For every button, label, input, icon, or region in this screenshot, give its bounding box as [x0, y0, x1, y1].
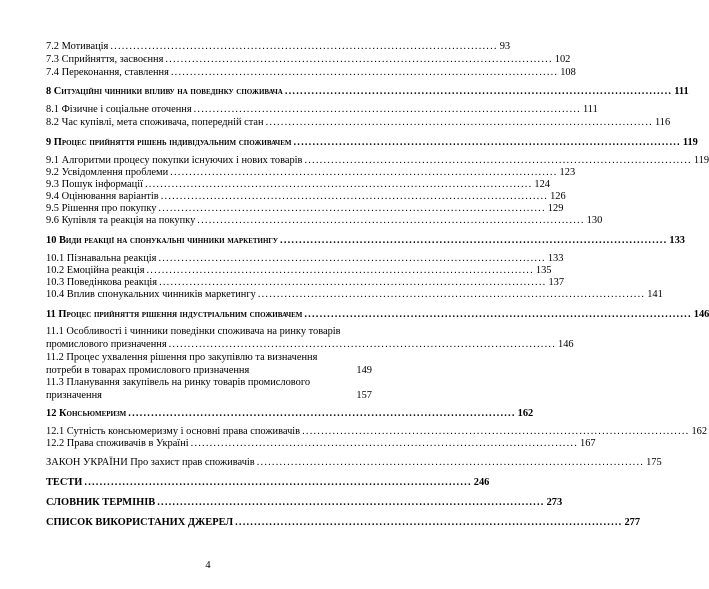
- toc-chapter: [46, 234, 685, 247]
- toc-entry: [46, 437, 596, 450]
- toc-page: 111: [582, 104, 598, 115]
- leader-dots: ......................................................................................................: [304, 155, 692, 166]
- toc-entry: [46, 40, 511, 53]
- toc-entry: [46, 116, 671, 129]
- toc-page: 119: [693, 155, 709, 166]
- toc-page: 273: [546, 497, 563, 508]
- toc-title: 12 Консьюмеризм: [46, 408, 127, 419]
- toc-chapter: [46, 85, 689, 98]
- leader-dots: ......................................................................................................: [190, 438, 579, 449]
- toc-title: 8.1 Фізичне і соціальне оточення: [46, 104, 192, 115]
- toc-page: 149: [356, 365, 372, 376]
- toc-title: 9.4 Оцінювання варіантів: [46, 191, 159, 202]
- toc-page: 137: [548, 277, 565, 288]
- toc-page: 124: [534, 179, 550, 190]
- toc-page: 93: [499, 41, 511, 52]
- toc-page: 133: [547, 253, 564, 264]
- toc-title: 11 Процес прийняття рішення індустріальним споживачем: [46, 309, 303, 320]
- toc-title: 9.1 Алгоритми процесу покупки існуючих і нових товарів: [46, 155, 303, 166]
- toc-title: 11.1 Особливості і чинники поведінки споживача на ринку товарів: [46, 326, 341, 337]
- toc-page: 162: [517, 408, 534, 419]
- toc-chapter: [46, 136, 698, 149]
- toc-title: 8.2 Час купівлі, мета споживача, попередній стан: [46, 117, 264, 128]
- toc-title: промислового призначення: [46, 339, 167, 350]
- toc-page: 146: [693, 309, 709, 320]
- leader-dots: ......................................................................................................: [256, 457, 645, 468]
- toc-chapter: [46, 496, 563, 509]
- toc-page: 119: [682, 137, 698, 148]
- toc-title: 8 Ситуаційні чинники впливу на поведінку споживача: [46, 86, 283, 97]
- toc-chapter: [46, 476, 490, 489]
- toc-entry: [46, 66, 576, 79]
- toc-entry: [46, 53, 571, 66]
- toc-page: 141: [647, 289, 663, 300]
- toc-entry: [46, 288, 663, 301]
- toc-title: 9.3 Пошук інформації: [46, 179, 143, 190]
- leader-dots: ......................................................................................................: [284, 86, 673, 97]
- toc-title: 10 Види реакції на спонукальні чинники маркетингу: [46, 235, 279, 246]
- toc-page: 157: [356, 390, 372, 401]
- toc-page: 167: [580, 438, 596, 449]
- toc-chapter: [46, 407, 534, 420]
- leader-dots: ......................................................................................................: [165, 54, 553, 65]
- leader-dots: ......................................................................................................: [158, 253, 546, 264]
- leader-dots: ......................................................................................................: [265, 117, 653, 128]
- toc-chapter: [46, 308, 709, 321]
- toc-title: 10.4 Вплив спонукальних чинників маркетингу: [46, 289, 256, 300]
- toc-title: 11.3 Планування закупівель на ринку товарів промислового призначення: [46, 377, 311, 401]
- toc-entry: [46, 103, 598, 116]
- leader-dots: ......................................................................................................: [235, 517, 623, 528]
- toc-page: 146: [558, 339, 574, 350]
- leader-dots: ......................................................................................................: [110, 41, 498, 52]
- toc-title: 11.2 Процес ухвалення рішення про закупівлю та визначення потреби в товарах промислового призначення: [46, 352, 318, 376]
- leader-dots: ......................................................................................................: [170, 167, 558, 178]
- leader-dots: ......................................................................................................: [257, 289, 646, 300]
- toc-title: 9.2 Усвідомлення проблеми: [46, 167, 169, 178]
- leader-dots: ......................................................................................................: [302, 426, 690, 437]
- toc-entry-multiline: [46, 351, 372, 377]
- toc-page: 116: [654, 117, 671, 128]
- toc-title: 7.2 Мотивація: [46, 41, 109, 52]
- toc-page: 129: [547, 203, 564, 214]
- leader-dots: ......................................................................................................: [84, 477, 472, 488]
- toc-page: 162: [691, 426, 708, 437]
- leader-dots: ......................................................................................................: [145, 179, 533, 190]
- leader-dots: ......................................................................................................: [293, 137, 681, 148]
- leader-dots: ......................................................................................................: [280, 235, 668, 246]
- toc-title: 9.6 Купівля та реакція на покупку: [46, 215, 196, 226]
- toc-title: СПИСОК ВИКОРИСТАНИХ ДЖЕРЕЛ: [46, 517, 234, 528]
- toc-page: 175: [646, 457, 662, 468]
- leader-dots: ......................................................................................................: [158, 203, 546, 214]
- toc-entry-multiline: [46, 325, 574, 351]
- toc-title: 12.1 Сутність консьюмеризму і основні права споживачів: [46, 426, 301, 437]
- leader-dots: ......................................................................................................: [128, 408, 516, 419]
- toc-title: 10.2 Емоційна реакція: [46, 265, 145, 276]
- leader-dots: ......................................................................................................: [157, 497, 545, 508]
- toc-title: ТЕСТИ: [46, 477, 83, 488]
- toc-title: СЛОВНИК ТЕРМІНІВ: [46, 497, 156, 508]
- toc-page: 277: [624, 517, 641, 528]
- toc-title: 9 Процес прийняття рішень індивідуальним споживачем: [46, 137, 292, 148]
- toc-page: 108: [560, 67, 576, 78]
- leader-dots: ......................................................................................................: [160, 191, 549, 202]
- toc-title: 7.4 Переконання, ставлення: [46, 67, 169, 78]
- toc-title: 10.1 Пізнавальна реакція: [46, 253, 157, 264]
- toc-page: 246: [473, 477, 490, 488]
- toc-page: 135: [535, 265, 552, 276]
- toc-page: 111: [674, 86, 689, 97]
- leader-dots: ......................................................................................................: [146, 265, 534, 276]
- leader-dots: ......................................................................................................: [304, 309, 692, 320]
- leader-dots: ......................................................................................................: [197, 215, 585, 226]
- toc-title: 12.2 Права споживачів в Україні: [46, 438, 189, 449]
- leader-dots: ......................................................................................................: [193, 104, 581, 115]
- toc-title: ЗАКОН УКРАЇНИ Про захист прав споживачів: [46, 457, 255, 468]
- toc-page: 102: [554, 54, 571, 65]
- toc-page: 133: [669, 235, 685, 246]
- toc-page: 123: [559, 167, 576, 178]
- leader-dots: ......................................................................................................: [168, 339, 556, 350]
- toc-entry-multiline: [46, 376, 372, 402]
- toc-page: 130: [586, 215, 603, 226]
- toc-page: 126: [550, 191, 566, 202]
- toc-entry: [46, 456, 662, 469]
- leader-dots: ......................................................................................................: [159, 277, 547, 288]
- toc-chapter: [46, 516, 641, 529]
- leader-dots: ......................................................................................................: [170, 67, 559, 78]
- toc-title: 7.3 Сприйняття, засвоєння: [46, 54, 164, 65]
- page-number: 4: [205, 560, 211, 571]
- toc-title: 9.5 Рішення про покупку: [46, 203, 157, 214]
- toc-title: 10.3 Поведінкова реакція: [46, 277, 158, 288]
- toc-entry: [46, 214, 603, 227]
